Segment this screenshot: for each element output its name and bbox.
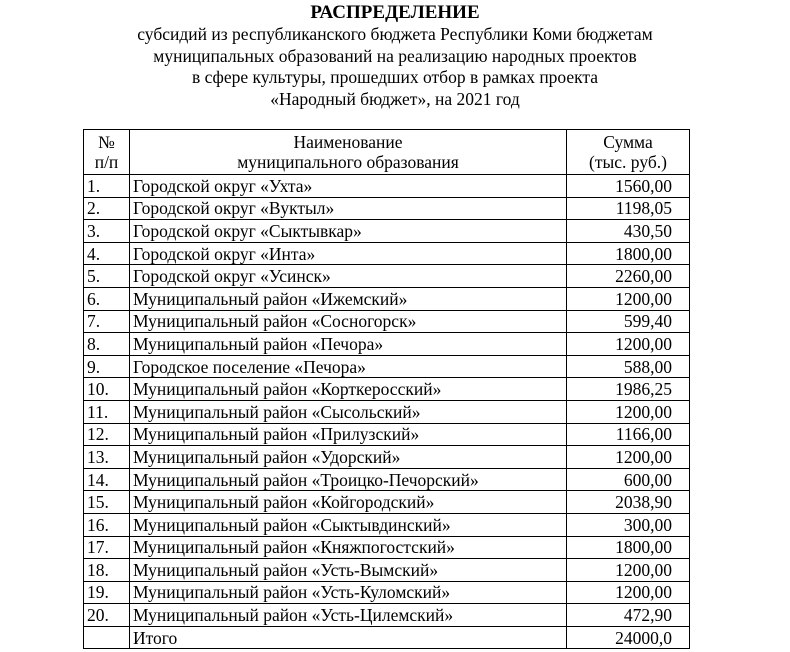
subsidy-amount: 2038,90 xyxy=(567,491,690,514)
row-number: 7. xyxy=(84,310,130,333)
column-header-sum xyxy=(567,130,690,175)
subtitle-line-2: муниципальных образований на реализацию народных проектов xyxy=(153,45,637,66)
municipality-name: Муниципальный район «Усть-Цилемский» xyxy=(130,604,567,627)
row-number: 8. xyxy=(84,333,130,356)
municipality-name: Муниципальный район «Троицко-Печорский» xyxy=(130,468,567,491)
row-number: 6. xyxy=(84,287,130,310)
row-number: 5. xyxy=(84,265,130,288)
column-header-sum-line-1: Сумма xyxy=(603,132,653,152)
subsidy-amount: 2260,00 xyxy=(567,265,690,288)
row-number: 19. xyxy=(84,581,130,604)
table-row xyxy=(84,423,690,446)
municipality-name: Муниципальный район «Усть-Куломский» xyxy=(130,581,567,604)
subtitle-line-4: «Народный бюджет», на 2021 год xyxy=(270,88,520,109)
municipality-name: Городской округ «Вуктыл» xyxy=(130,197,567,220)
table-row xyxy=(84,446,690,469)
subsidy-amount: 1200,00 xyxy=(567,559,690,582)
table-row xyxy=(84,559,690,582)
table-row xyxy=(84,378,690,401)
municipality-name: Городской округ «Ухта» xyxy=(130,175,567,198)
subsidy-amount: 588,00 xyxy=(567,355,690,378)
column-header-name-line-1: Наименование xyxy=(293,132,403,152)
row-number: 17. xyxy=(84,536,130,559)
table-row xyxy=(84,220,690,243)
subsidy-amount: 1198,05 xyxy=(567,197,690,220)
row-number: 12. xyxy=(84,423,130,446)
column-header-sum-line-2: (тыс. руб.) xyxy=(589,152,667,172)
municipality-name: Итого xyxy=(130,626,567,649)
column-header-name xyxy=(130,130,567,175)
document-title: РАСПРЕДЕЛЕНИЕ xyxy=(310,2,480,23)
table-row xyxy=(84,468,690,491)
row-number: 13. xyxy=(84,446,130,469)
row-number: 3. xyxy=(84,220,130,243)
table-row xyxy=(84,581,690,604)
subtitle-line-1: субсидий из республиканского бюджета Республики Коми бюджетам xyxy=(137,24,653,44)
table-row xyxy=(84,536,690,559)
subsidy-amount: 1200,00 xyxy=(567,287,690,310)
subsidy-amount: 300,00 xyxy=(567,513,690,536)
municipality-name: Муниципальный район «Сосногорск» xyxy=(130,310,567,333)
subsidy-amount: 430,50 xyxy=(567,220,690,243)
column-header-number-line-1: № xyxy=(98,132,115,152)
subsidy-amount: 24000,0 xyxy=(567,626,690,649)
municipality-name: Муниципальный район «Ижемский» xyxy=(130,287,567,310)
subsidy-amount: 1560,00 xyxy=(567,175,690,198)
municipality-name: Муниципальный район «Прилузский» xyxy=(130,423,567,446)
municipality-name: Муниципальный район «Сысольский» xyxy=(130,400,567,423)
row-number: 16. xyxy=(84,513,130,536)
subsidy-amount: 1200,00 xyxy=(567,400,690,423)
subsidy-amount: 472,90 xyxy=(567,604,690,627)
subsidy-amount: 1200,00 xyxy=(567,333,690,356)
distribution-table xyxy=(83,129,690,649)
table-row xyxy=(84,242,690,265)
table-body xyxy=(84,175,690,649)
row-number: 4. xyxy=(84,242,130,265)
municipality-name: Муниципальный район «Удорский» xyxy=(130,446,567,469)
subsidy-amount: 1986,25 xyxy=(567,378,690,401)
subsidy-amount: 1800,00 xyxy=(567,536,690,559)
municipality-name: Муниципальный район «Сыктывдинский» xyxy=(130,513,567,536)
column-header-number xyxy=(84,130,130,175)
municipality-name: Городской округ «Инта» xyxy=(130,242,567,265)
table-row xyxy=(84,310,690,333)
table-row xyxy=(84,265,690,288)
table-row xyxy=(84,491,690,514)
table-header-row xyxy=(84,130,690,175)
municipality-name: Городской округ «Усинск» xyxy=(130,265,567,288)
row-number: 11. xyxy=(84,400,130,423)
row-number: 9. xyxy=(84,355,130,378)
table-row xyxy=(84,333,690,356)
municipality-name: Муниципальный район «Печора» xyxy=(130,333,567,356)
total-row xyxy=(84,626,690,649)
column-header-number-line-2: п/п xyxy=(94,152,119,172)
row-number: 20. xyxy=(84,604,130,627)
municipality-name: Муниципальный район «Усть-Вымский» xyxy=(130,559,567,582)
municipality-name: Муниципальный район «Койгородский» xyxy=(130,491,567,514)
table-row xyxy=(84,604,690,627)
subsidy-amount: 599,40 xyxy=(567,310,690,333)
subsidy-amount: 1200,00 xyxy=(567,581,690,604)
table-row xyxy=(84,175,690,198)
municipality-name: Городское поселение «Печора» xyxy=(130,355,567,378)
row-number: 15. xyxy=(84,491,130,514)
table-row xyxy=(84,400,690,423)
document-header xyxy=(0,2,790,110)
row-number xyxy=(84,626,130,649)
row-number: 18. xyxy=(84,559,130,582)
table-row xyxy=(84,513,690,536)
municipality-name: Муниципальный район «Корткеросский» xyxy=(130,378,567,401)
subtitle-line-3: в сфере культуры, прошедших отбор в рамках проекта xyxy=(191,67,599,87)
subsidy-amount: 1166,00 xyxy=(567,423,690,446)
subsidy-amount: 600,00 xyxy=(567,468,690,491)
table-row xyxy=(84,197,690,220)
table-row xyxy=(84,355,690,378)
column-header-name-line-2: муниципального образования xyxy=(237,152,459,172)
subsidy-amount: 1800,00 xyxy=(567,242,690,265)
municipality-name: Городской округ «Сыктывкар» xyxy=(130,220,567,243)
row-number: 1. xyxy=(84,175,130,198)
row-number: 14. xyxy=(84,468,130,491)
table-row xyxy=(84,287,690,310)
subsidy-amount: 1200,00 xyxy=(567,446,690,469)
row-number: 2. xyxy=(84,197,130,220)
municipality-name: Муниципальный район «Княжпогостский» xyxy=(130,536,567,559)
row-number: 10. xyxy=(84,378,130,401)
